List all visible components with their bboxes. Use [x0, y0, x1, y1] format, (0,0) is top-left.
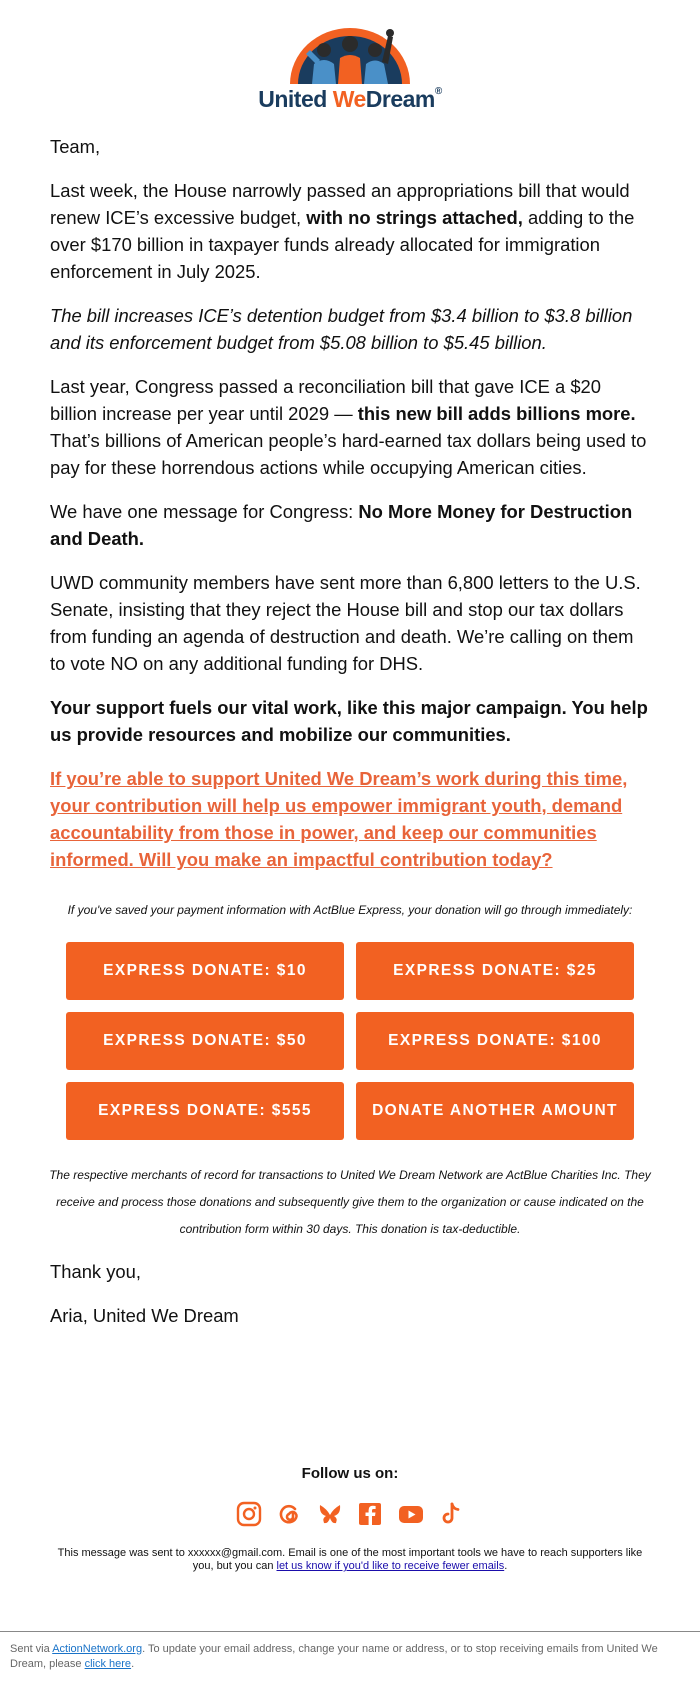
thanks-text: Thank you, [50, 1261, 141, 1282]
signature: Aria, United We Dream [50, 1305, 239, 1326]
facebook-icon[interactable] [356, 1500, 384, 1528]
logo [0, 24, 700, 114]
express-donate-25-button[interactable]: EXPRESS DONATE: $25 [356, 942, 634, 1000]
paragraph-3: Last year, Congress passed a reconciliation bill that gave ICE a $20 billion increase per year until 2029 — this new bill adds billions more. That’s billions of American people’s hard-earned tax dollars being used to pay for these horrendous actions while occupying American cities. [50, 376, 647, 478]
paragraph-2: The bill increases ICE’s detention budget from $3.4 billion to $3.8 billion and its enforcement budget from $5.08 billion to $5.45 billion. [50, 305, 633, 353]
greeting: Team, [50, 136, 101, 157]
express-donate-50-button[interactable]: EXPRESS DONATE: $50 [66, 1012, 344, 1070]
footer: Sent via ActionNetwork.org. To update your email address, change your name or address, or to stop receiving emails from United We Dream, please click here. [10, 1643, 658, 1670]
express-donate-100-button[interactable]: EXPRESS DONATE: $100 [356, 1012, 634, 1070]
threads-icon[interactable] [275, 1500, 303, 1528]
follow-heading: Follow us on: [301, 1465, 399, 1482]
social-icons [0, 1500, 700, 1532]
unsubscribe-link[interactable]: click here [84, 1658, 132, 1670]
donate-cta-link[interactable]: If you’re able to support United We Dream’s work during this time, your contribution will help us empower immigrant youth, demand accountability from those in power, and keep our communities informed. Will you make an impactful contribution today? [50, 768, 628, 870]
recipient-note: This message was sent to xxxxxx@gmail.com. Email is one of the most important tools we have to reach supporters like you, but you can let us know if you'd like to receive fewer emails. [57, 1547, 643, 1572]
paragraph-1: Last week, the House narrowly passed an appropriations bill that would renew ICE’s excessive budget, with no strings attached, adding to the over $170 billion in taxpayer funds already allocated for immigration enforcement in July 2025. [50, 180, 635, 282]
actionnetwork-link[interactable]: ActionNetwork.org [52, 1643, 143, 1655]
express-note: If you've saved your payment information with ActBlue Express, your donation will go through immediately: [67, 903, 633, 917]
actblue-disclaimer: The respective merchants of record for transactions to United We Dream Network are ActBlue Charities Inc. They receive and process those donations and subsequently give them to the organization or cause indicated on the contribution form within 30 days. This donation is tax-deductible. [49, 1168, 651, 1236]
fewer-emails-link[interactable]: let us know if you'd like to receive fewer emails [276, 1560, 505, 1572]
logo-emblem [282, 24, 418, 84]
paragraph-5: UWD community members have sent more than 6,800 letters to the U.S. Senate, insisting that they reject the House bill and stop our tax dollars from funding an agenda of destruction and death. We’re calling on them to vote NO on any additional funding for DHS. [50, 572, 641, 674]
donate-another-amount-button[interactable]: DONATE ANOTHER AMOUNT [356, 1082, 634, 1140]
paragraph-4: We have one message for Congress: No More Money for Destruction and Death. [50, 501, 633, 549]
youtube-icon[interactable] [397, 1500, 425, 1528]
express-donate-10-button[interactable]: EXPRESS DONATE: $10 [66, 942, 344, 1000]
logo-wordmark: United WeDream® [258, 86, 442, 112]
signoff [50, 1258, 239, 1346]
instagram-icon[interactable] [235, 1500, 263, 1528]
tiktok-icon[interactable] [437, 1500, 465, 1528]
express-donate-555-button[interactable]: EXPRESS DONATE: $555 [66, 1082, 344, 1140]
paragraph-6: Your support fuels our vital work, like this major campaign. You help us provide resources and mobilize our communities. [50, 697, 648, 745]
footer-divider [0, 1631, 700, 1632]
email-body [50, 133, 650, 890]
bluesky-icon[interactable] [316, 1500, 344, 1528]
cta-paragraph [50, 765, 650, 873]
